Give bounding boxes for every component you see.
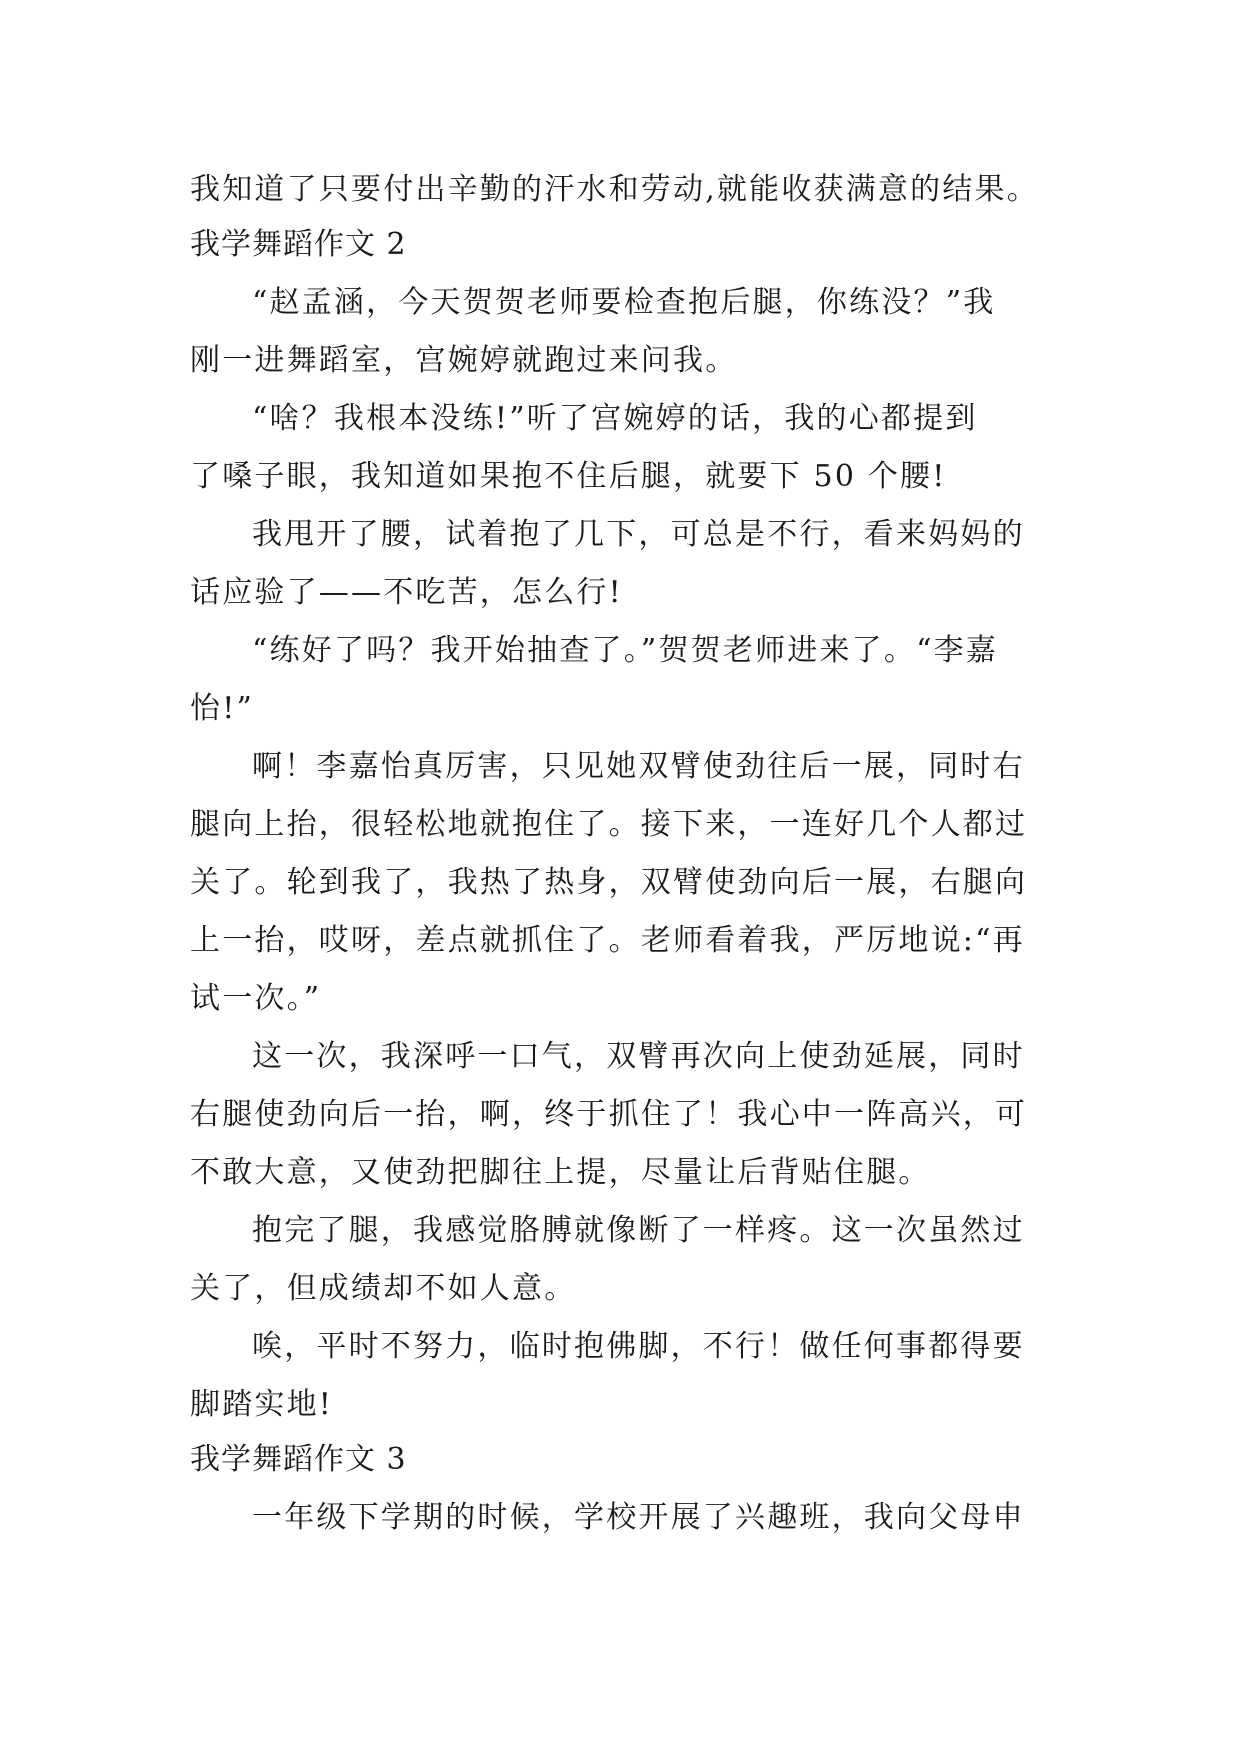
text-line: “赵孟涵，今天贺贺老师要检查抱后腿，你练没？”我 — [252, 285, 996, 320]
text-line: 话应验了——不吃苦，怎么行! — [190, 575, 623, 610]
text-line: 唉，平时不努力，临时抱佛脚，不行！做任何事都得要 — [252, 1329, 1025, 1364]
text-line: 了嗓子眼，我知道如果抱不住后腿，就要下 50 个腰! — [190, 459, 947, 494]
text-line: 一年级下学期的时候，学校开展了兴趣班，我向父母申 — [252, 1500, 1025, 1535]
text-line: 我甩开了腰，试着抱了几下，可总是不行，看来妈妈的 — [252, 517, 1025, 552]
text-line: 右腿使劲向后一抬，啊，终于抓住了！我心中一阵高兴，可 — [190, 1097, 1028, 1132]
section-heading: 我学舞蹈作文 3 — [190, 1442, 407, 1477]
text-line: 我知道了只要付出辛勤的汗水和劳动,就能收获满意的结果。 — [190, 172, 1039, 207]
text-line: “练好了吗？我开始抽查了。”贺贺老师进来了。“李嘉 — [252, 633, 999, 668]
text-line: 腿向上抬，很轻松地就抱住了。接下来，一连好几个人都过 — [190, 807, 1028, 842]
text-line: “啥？我根本没练!”听了宫婉婷的话，我的心都提到 — [252, 401, 978, 436]
text-line: 试一次。” — [190, 981, 322, 1016]
text-line: 脚踏实地! — [190, 1387, 334, 1422]
text-line: 抱完了腿，我感觉胳膊就像断了一样疼。这一次虽然过 — [252, 1213, 1025, 1248]
text-line: 关了，但成绩却不如人意。 — [190, 1271, 577, 1306]
text-line: 上一抬，哎呀，差点就抓住了。老师看着我，严厉地说:“再 — [190, 923, 1025, 958]
text-line: 怡!” — [190, 691, 254, 726]
text-line: 刚一进舞蹈室，宫婉婷就跑过来问我。 — [190, 343, 738, 378]
text-line: 啊！李嘉怡真厉害，只见她双臂使劲往后一展，同时右 — [252, 749, 1025, 784]
text-line: 关了。轮到我了，我热了热身，双臂使劲向后一展，右腿向 — [190, 865, 1028, 900]
section-heading: 我学舞蹈作文 2 — [190, 227, 407, 262]
text-line: 不敢大意，又使劲把脚往上提，尽量让后背贴住腿。 — [190, 1155, 931, 1190]
text-line: 这一次，我深呼一口气，双臂再次向上使劲延展，同时 — [252, 1039, 1025, 1074]
